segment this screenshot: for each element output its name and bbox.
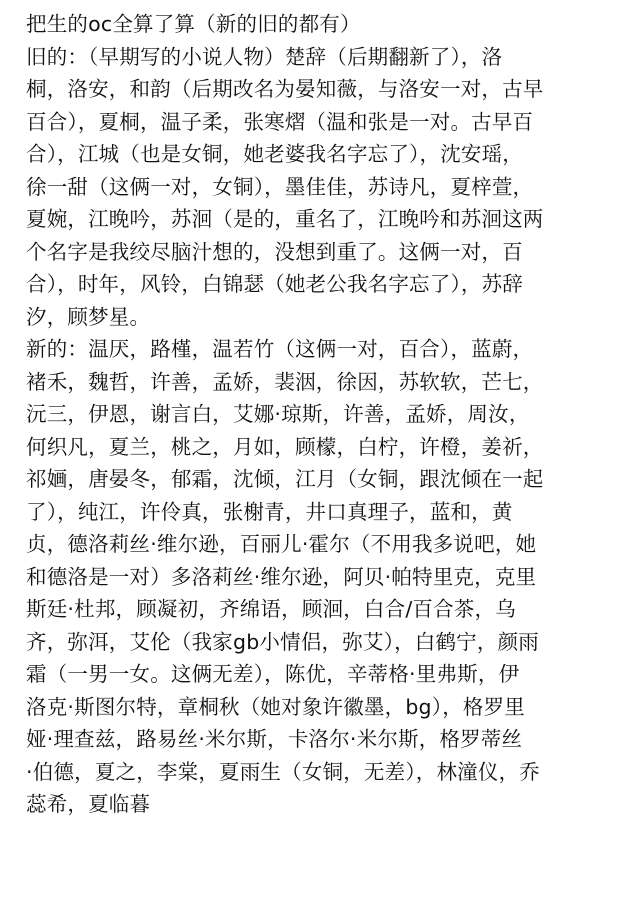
note-line: ·伯德，夏之，李棠，夏雨生（女铜，无差），林潼仪，乔 xyxy=(26,759,540,784)
note-line: 合），时年，风铃，白锦瑟（她老公我名字忘了），苏辞 xyxy=(26,272,523,296)
note-line: 新的：温厌，路槿，温若竹（这俩一对，百合），蓝蔚， xyxy=(26,337,534,361)
note-line: 贞，德洛莉丝·维尔逊，百丽儿·霍尔（不用我多说吧，她 xyxy=(26,532,537,556)
note-line: 个名字是我绞尽脑汁想的，没想到重了。这俩一对，百 xyxy=(26,239,523,264)
note-line: 百合），夏桐，温子柔，张寒熠（温和张是一对。古早百 xyxy=(26,109,534,134)
note-line: 何织凡，夏兰，桃之，月如，顾檬，白柠，许橙，姜祈， xyxy=(26,434,544,459)
note-line: 霜（一男一女。这俩无差），陈优，辛蒂格·里弗斯，伊 xyxy=(26,662,520,686)
note-title-line: 把生的oc全算了算（新的旧的都有） xyxy=(26,12,361,36)
note-line: 桐，洛安，和韵（后期改名为晏知薇，与洛安一对，古早 xyxy=(26,77,544,101)
note-line: 斯廷·杜邦，顾凝初，齐绵语，顾洄，白合/百合茶，乌 xyxy=(26,597,516,621)
note-line: 徐一甜（这俩一对，女铜），墨佳佳，苏诗凡，夏梓萱， xyxy=(26,174,534,199)
note-line: 洛克·斯图尔特，章桐秋（她对象许徽墨，bg），格罗里 xyxy=(26,694,525,719)
note-line: 沅三，伊恩，谢言白，艾娜·琼斯，许善，孟娇，周汝， xyxy=(26,402,530,426)
note-line: 合），江城（也是女铜，她老婆我名字忘了），沈安瑶， xyxy=(26,142,523,166)
note-line: 汐，顾梦星。 xyxy=(26,304,151,329)
note-line: 祁婳，唐晏冬，郁霜，沈倾，江月（女铜，跟沈倾在一起 xyxy=(26,467,544,491)
note-line: 和德洛是一对）多洛莉丝·维尔逊，阿贝·帕特里克，克里 xyxy=(26,564,537,589)
note-line: 褚禾，魏哲，许善，孟娇，裴洇，徐因，苏软软，芒七， xyxy=(26,369,544,394)
note-line: 蕊希，夏临暮 xyxy=(26,792,151,816)
note-line: 娅·理查兹，路易丝·米尔斯，卡洛尔·米尔斯，格罗蒂丝 xyxy=(26,727,523,751)
note-line: 了），纯江，许伶真，张榭青，井口真理子，蓝和，黄 xyxy=(26,499,513,524)
note-line: 齐，弥洱，艾伦（我家gb小情侣，弥艾），白鹤宁，颜雨 xyxy=(26,629,539,654)
note-line: 旧的：（早期写的小说人物）楚辞（后期翻新了），洛 xyxy=(26,44,503,69)
note-line: 夏婉，江晚吟，苏洄（是的，重名了，江晚吟和苏洄这两 xyxy=(26,207,544,231)
